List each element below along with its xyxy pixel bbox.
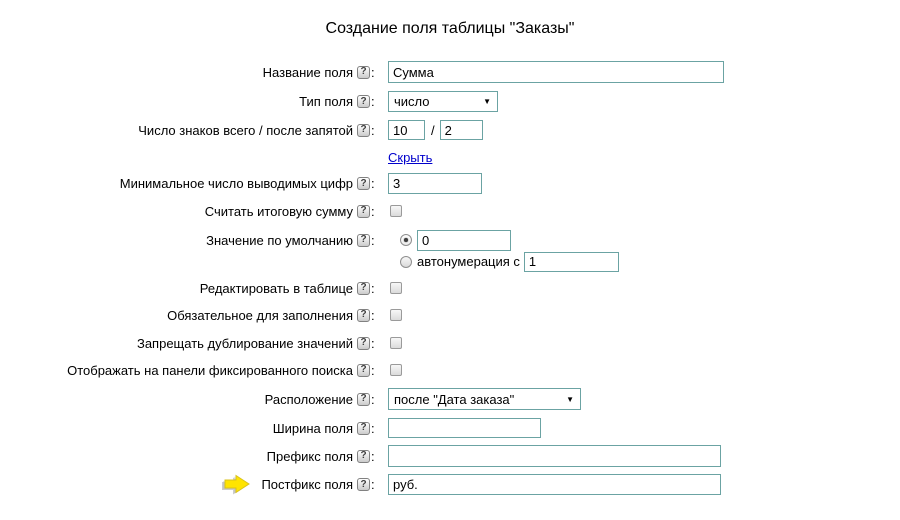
help-icon[interactable]: ? (357, 205, 370, 218)
edit-in-table-label: Редактировать в таблице (199, 280, 353, 296)
field-prefix-input[interactable] (388, 445, 721, 467)
field-prefix-label-cell (0, 449, 375, 464)
label-colon: : (371, 420, 375, 436)
label-colon: : (371, 176, 375, 191)
field-width-label-cell (0, 421, 375, 436)
autonumber-label: автонумерация с (417, 254, 520, 269)
fixed-search-checkbox[interactable] (390, 364, 402, 376)
digits-label-cell (0, 123, 375, 138)
field-postfix-label: Постфикс поля (261, 477, 353, 492)
default-value-line (388, 229, 619, 251)
position-label-cell (0, 392, 375, 407)
help-icon[interactable]: ? (357, 337, 370, 350)
field-postfix-control (388, 474, 721, 495)
field-type-label: Тип поля (299, 94, 353, 109)
autonumber-input[interactable] (524, 252, 619, 272)
no-duplicates-checkbox[interactable] (390, 337, 402, 349)
label-colon: : (371, 477, 375, 492)
no-duplicates-label-cell (0, 336, 375, 351)
help-icon[interactable]: ? (357, 177, 370, 190)
chevron-down-icon: ▼ (483, 97, 491, 106)
fixed-search-label: Отображать на панели фиксированного поиска (67, 362, 353, 378)
required-checkbox[interactable] (390, 309, 402, 321)
calc-total-checkbox[interactable] (390, 205, 402, 217)
required-control (388, 309, 402, 321)
default-value-input[interactable] (417, 230, 511, 251)
help-icon[interactable]: ? (357, 95, 370, 108)
field-name-label-cell (0, 65, 375, 80)
position-control (388, 388, 581, 410)
field-type-select[interactable] (388, 91, 498, 112)
row-required (0, 307, 900, 323)
hide-link-control (388, 150, 432, 165)
default-value-radio[interactable] (400, 234, 412, 246)
row-default-value (0, 229, 900, 272)
label-colon: : (371, 391, 375, 407)
row-field-name (0, 61, 900, 83)
field-postfix-input[interactable] (388, 474, 721, 495)
row-fixed-search (0, 362, 900, 378)
row-edit-in-table (0, 280, 900, 296)
edit-in-table-checkbox[interactable] (390, 282, 402, 294)
label-colon: : (371, 232, 375, 248)
calc-total-label-cell (0, 204, 375, 219)
field-type-label-cell (0, 94, 375, 109)
edit-in-table-control (388, 282, 402, 294)
min-digits-input[interactable] (388, 173, 482, 194)
help-icon[interactable]: ? (357, 309, 370, 322)
page-title: Создание поля таблицы "Заказы" (325, 20, 575, 37)
label-colon: : (371, 122, 375, 138)
field-width-label: Ширина поля (272, 420, 353, 436)
digits-label: Число знаков всего / после запятой (138, 122, 353, 138)
help-icon[interactable]: ? (357, 450, 370, 463)
fixed-search-label-cell (0, 363, 375, 378)
row-digits (0, 120, 900, 140)
required-label-cell (0, 308, 375, 323)
field-type-control (388, 91, 498, 112)
default-value-label-cell (0, 229, 375, 251)
field-name-input[interactable] (388, 61, 724, 83)
label-colon: : (371, 94, 375, 109)
no-duplicates-control (388, 337, 402, 349)
digits-after-comma-input[interactable] (440, 120, 483, 140)
row-field-postfix (0, 474, 900, 495)
row-min-digits (0, 173, 900, 194)
position-selected-value: после "Дата заказа" (394, 391, 515, 407)
min-digits-label: Минимальное число выводимых цифр (119, 176, 353, 191)
yellow-pointer-arrow-icon (222, 474, 254, 495)
chevron-down-icon: ▼ (566, 394, 574, 404)
help-icon[interactable]: ? (357, 124, 370, 137)
field-width-input[interactable] (388, 418, 541, 438)
digits-total-input[interactable] (388, 120, 425, 140)
label-colon: : (371, 362, 375, 378)
field-postfix-label-cell (0, 474, 375, 495)
label-colon: : (371, 335, 375, 351)
row-field-width (0, 418, 900, 438)
calc-total-control (388, 205, 402, 217)
digits-control (388, 120, 483, 140)
row-field-type (0, 91, 900, 112)
label-colon: : (371, 203, 375, 219)
row-no-duplicates (0, 335, 900, 351)
field-prefix-label: Префикс поля (266, 448, 353, 464)
field-type-selected-value: число (394, 94, 430, 109)
row-position (0, 388, 900, 410)
field-prefix-control (388, 445, 721, 467)
row-calc-total (0, 203, 900, 219)
calc-total-label: Считать итоговую сумму (204, 203, 353, 219)
help-icon[interactable]: ? (357, 234, 370, 247)
default-value-label: Значение по умолчанию (206, 232, 353, 248)
help-icon[interactable]: ? (357, 282, 370, 295)
help-icon[interactable]: ? (357, 364, 370, 377)
fixed-search-control (388, 364, 402, 376)
default-value-control (388, 229, 619, 272)
help-icon[interactable]: ? (357, 393, 370, 406)
edit-in-table-label-cell (0, 281, 375, 296)
label-colon: : (371, 64, 375, 80)
field-name-control (388, 61, 724, 83)
help-icon[interactable]: ? (357, 66, 370, 79)
min-digits-label-cell (0, 176, 375, 191)
field-name-label: Название поля (262, 64, 353, 80)
label-colon: : (371, 280, 375, 296)
create-field-form (0, 61, 900, 495)
help-icon[interactable]: ? (357, 422, 370, 435)
slash-separator: / (431, 122, 435, 138)
label-colon: : (371, 307, 375, 323)
label-colon: : (371, 448, 375, 464)
autonumber-line (388, 251, 619, 272)
field-width-control (388, 418, 541, 438)
help-icon[interactable]: ? (357, 478, 370, 491)
position-select[interactable] (388, 388, 581, 410)
position-label: Расположение (264, 391, 353, 407)
hide-link[interactable]: Скрыть (388, 149, 433, 165)
min-digits-control (388, 173, 482, 194)
no-duplicates-label: Запрещать дублирование значений (136, 335, 353, 351)
required-label: Обязательное для заполнения (167, 307, 353, 323)
row-hide-link (0, 149, 900, 165)
row-field-prefix (0, 445, 900, 467)
autonumber-radio[interactable] (400, 256, 412, 268)
